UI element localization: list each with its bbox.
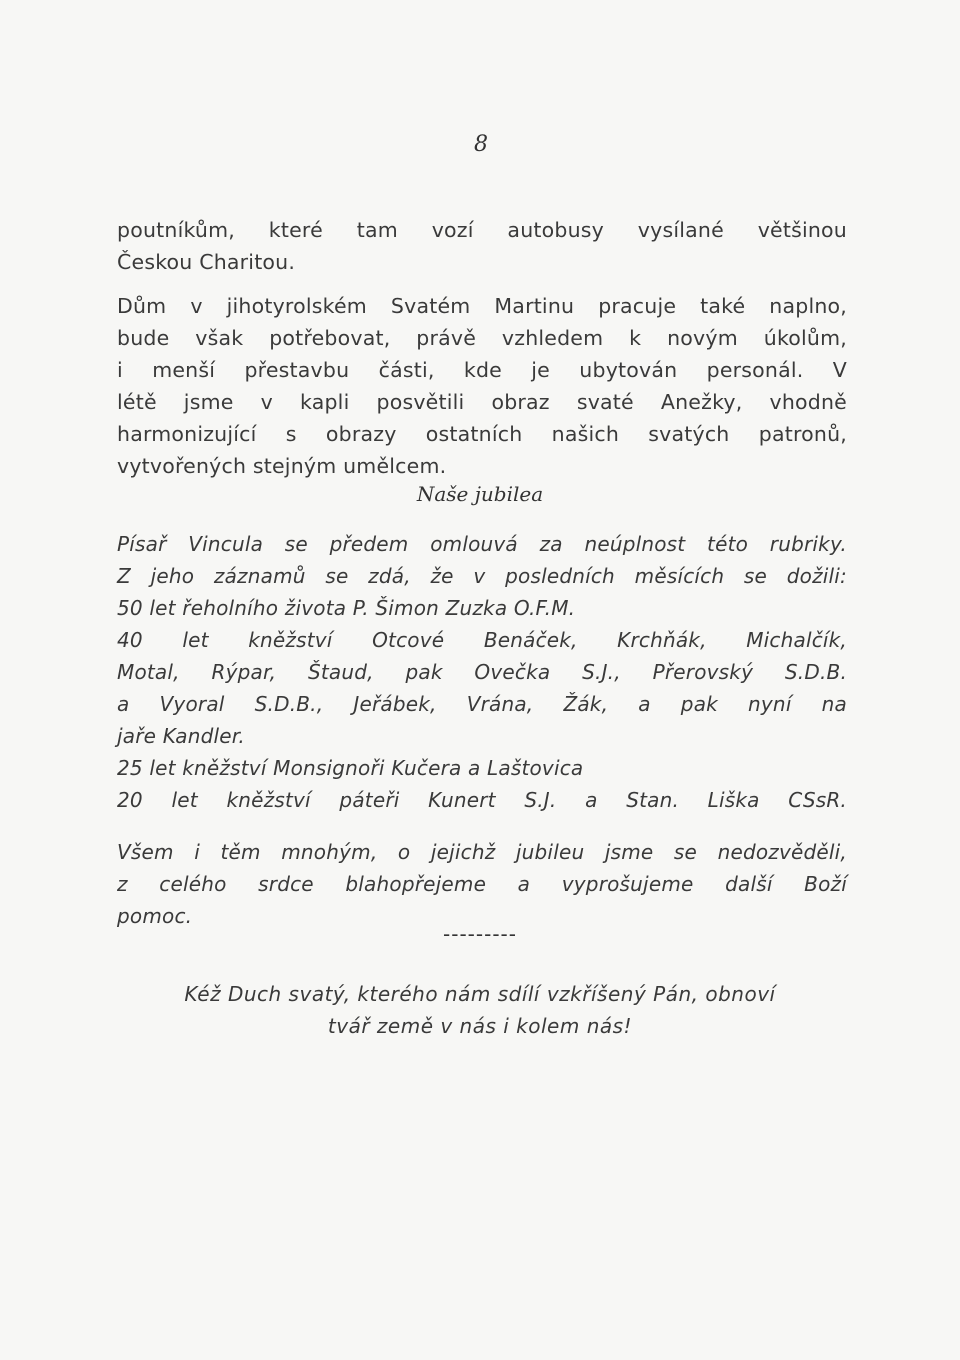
wishes-line-2: z celého srdce blahopřejeme a vyprošujeme další Boží	[117, 872, 847, 896]
jubilee-line-8: 25 let kněžství Monsignoři Kučera a Laštovica	[117, 756, 584, 780]
closing-line-1: Kéž Duch svatý, kterého nám sdílí vzkříšený Pán, obnoví	[184, 982, 776, 1006]
wishes-line-3: pomoc.	[117, 904, 193, 928]
paragraph-2-line-6: vytvořených stejným umělcem.	[117, 454, 447, 478]
jubilee-line-9: 20 let kněžství páteři Kunert S.J. a Stan. Liška CSsR.	[117, 788, 847, 812]
paragraph-2-line-5: harmonizující s obrazy ostatních našich svatých patronů,	[117, 422, 847, 446]
jubilee-line-2: Z jeho záznamů se zdá, že v posledních měsících se dožili:	[117, 564, 847, 588]
paragraph-2-line-1: Dům v jihotyrolském Svatém Martinu pracuje také naplno,	[117, 294, 847, 318]
jubilee-line-6: a Vyoral S.D.B., Jeřábek, Vrána, Žák, a pak nyní na	[117, 692, 847, 716]
paragraph-1-line-1: poutníkům, které tam vozí autobusy vysílané většinou	[117, 218, 847, 242]
wishes-line-1: Všem i těm mnohým, o jejichž jubileu jsme se nedozvěděli,	[117, 840, 847, 864]
jubilee-line-3: 50 let řeholního života P. Šimon Zuzka O.F.M.	[117, 596, 576, 620]
paragraph-2-line-3: i menší přestavbu části, kde je ubytován personál. V	[117, 358, 847, 382]
paragraph-1-line-2: Českou Charitou.	[117, 250, 296, 274]
separator: ---------	[443, 922, 517, 946]
jubilee-line-1: Písař Vincula se předem omlouvá za neúplnost této rubriky.	[117, 532, 847, 556]
closing-line-2: tvář země v nás i kolem nás!	[327, 1014, 633, 1038]
paragraph-2-line-4: létě jsme v kapli posvětili obraz svaté Anežky, vhodně	[117, 390, 847, 414]
section-heading: Naše jubilea	[416, 482, 544, 506]
page-number: 8	[474, 132, 488, 157]
jubilee-line-4: 40 let kněžství Otcové Benáček, Krchňák, Michalčík,	[117, 628, 847, 652]
paragraph-2-line-2: bude však potřebovat, právě vzhledem k novým úkolům,	[117, 326, 847, 350]
jubilee-line-5: Motal, Rýpar, Štaud, pak Ovečka S.J., Přerovský S.D.B.	[117, 660, 847, 684]
jubilee-line-7: jaře Kandler.	[117, 724, 245, 748]
